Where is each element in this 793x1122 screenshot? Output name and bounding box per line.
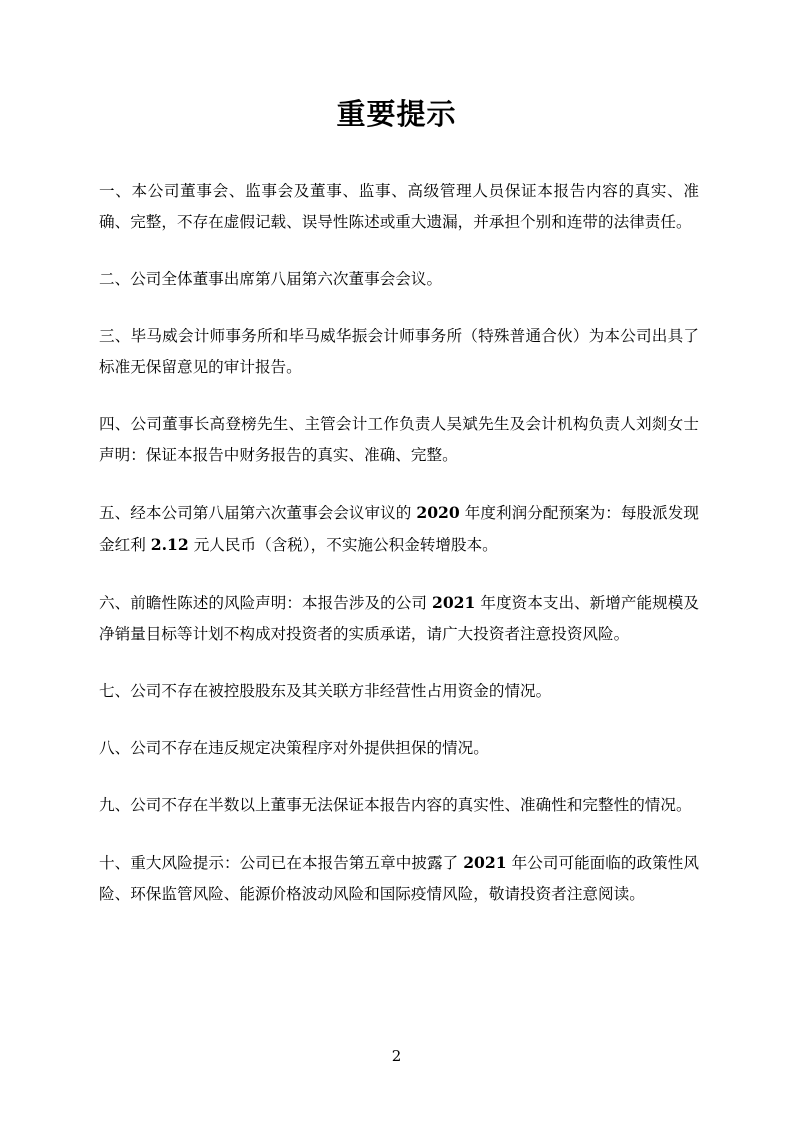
notice-item-2: 二、公司全体董事出席第八届第六次董事会会议。 bbox=[99, 270, 443, 288]
notice-item-9: 九、公司不存在半数以上董事无法保证本报告内容的真实性、准确性和完整性的情况。 bbox=[99, 796, 692, 814]
notice-item-5-dividend: 2.12 bbox=[150, 535, 189, 554]
notice-item-10 bbox=[99, 847, 699, 910]
notice-item-8: 八、公司不存在违反规定决策程序对外提供担保的情况。 bbox=[99, 739, 489, 757]
notice-item-5-text-b: 年度利润分配预案为：每股派发现金红利 bbox=[99, 504, 699, 554]
notice-item-6-text-a: 六、前瞻性陈述的风险声明：本报告涉及的公司 bbox=[99, 594, 432, 612]
notice-item-10-year: 2021 bbox=[463, 853, 507, 872]
page-number: 2 bbox=[391, 1047, 402, 1065]
notice-item-5-text-c: 元人民币（含税），不实施公积金转增股本。 bbox=[188, 536, 498, 554]
notice-item-4: 四、公司董事长高登榜先生、主管会计工作负责人吴斌先生及会计机构负责人刘剡女士声明：保证本报告中财务报告的真实、准确、完整。 bbox=[99, 415, 699, 464]
notice-list bbox=[99, 176, 699, 936]
notice-item-3: 三、毕马威会计师事务所和毕马威华振会计师事务所（特殊普通合伙）为本公司出具了标准无保留意见的审计报告。 bbox=[99, 327, 699, 376]
notice-item-6 bbox=[99, 587, 699, 650]
notice-item-6-text-b: 年度资本支出、新增产能规模及净销量目标等计划不构成对投资者的实质承诺，请广大投资者注意投资风险。 bbox=[99, 594, 699, 643]
page-title: 重要提示 bbox=[336, 97, 457, 131]
notice-item-7: 七、公司不存在被控股股东及其关联方非经营性占用资金的情况。 bbox=[99, 682, 552, 700]
notice-item-5-year: 2020 bbox=[416, 503, 460, 522]
notice-item-10-text-b: 年公司可能面临的政策性风险、环保监管风险、能源价格波动风险和国际疫情风险，敬请投资者注意阅读。 bbox=[99, 854, 699, 903]
notice-item-6-year: 2021 bbox=[431, 593, 476, 612]
notice-item-5 bbox=[99, 497, 699, 561]
notice-item-10-text-a: 十、重大风险提示：公司已在本报告第五章中披露了 bbox=[99, 854, 464, 872]
notice-item-5-text-a: 五、经本公司第八届第六次董事会会议审议的 bbox=[99, 504, 417, 522]
notice-item-1: 一、本公司董事会、监事会及董事、监事、高级管理人员保证本报告内容的真实、准确、完整，不存在虚假记载、误导性陈述或重大遗漏，并承担个别和连带的法律责任。 bbox=[99, 182, 699, 231]
